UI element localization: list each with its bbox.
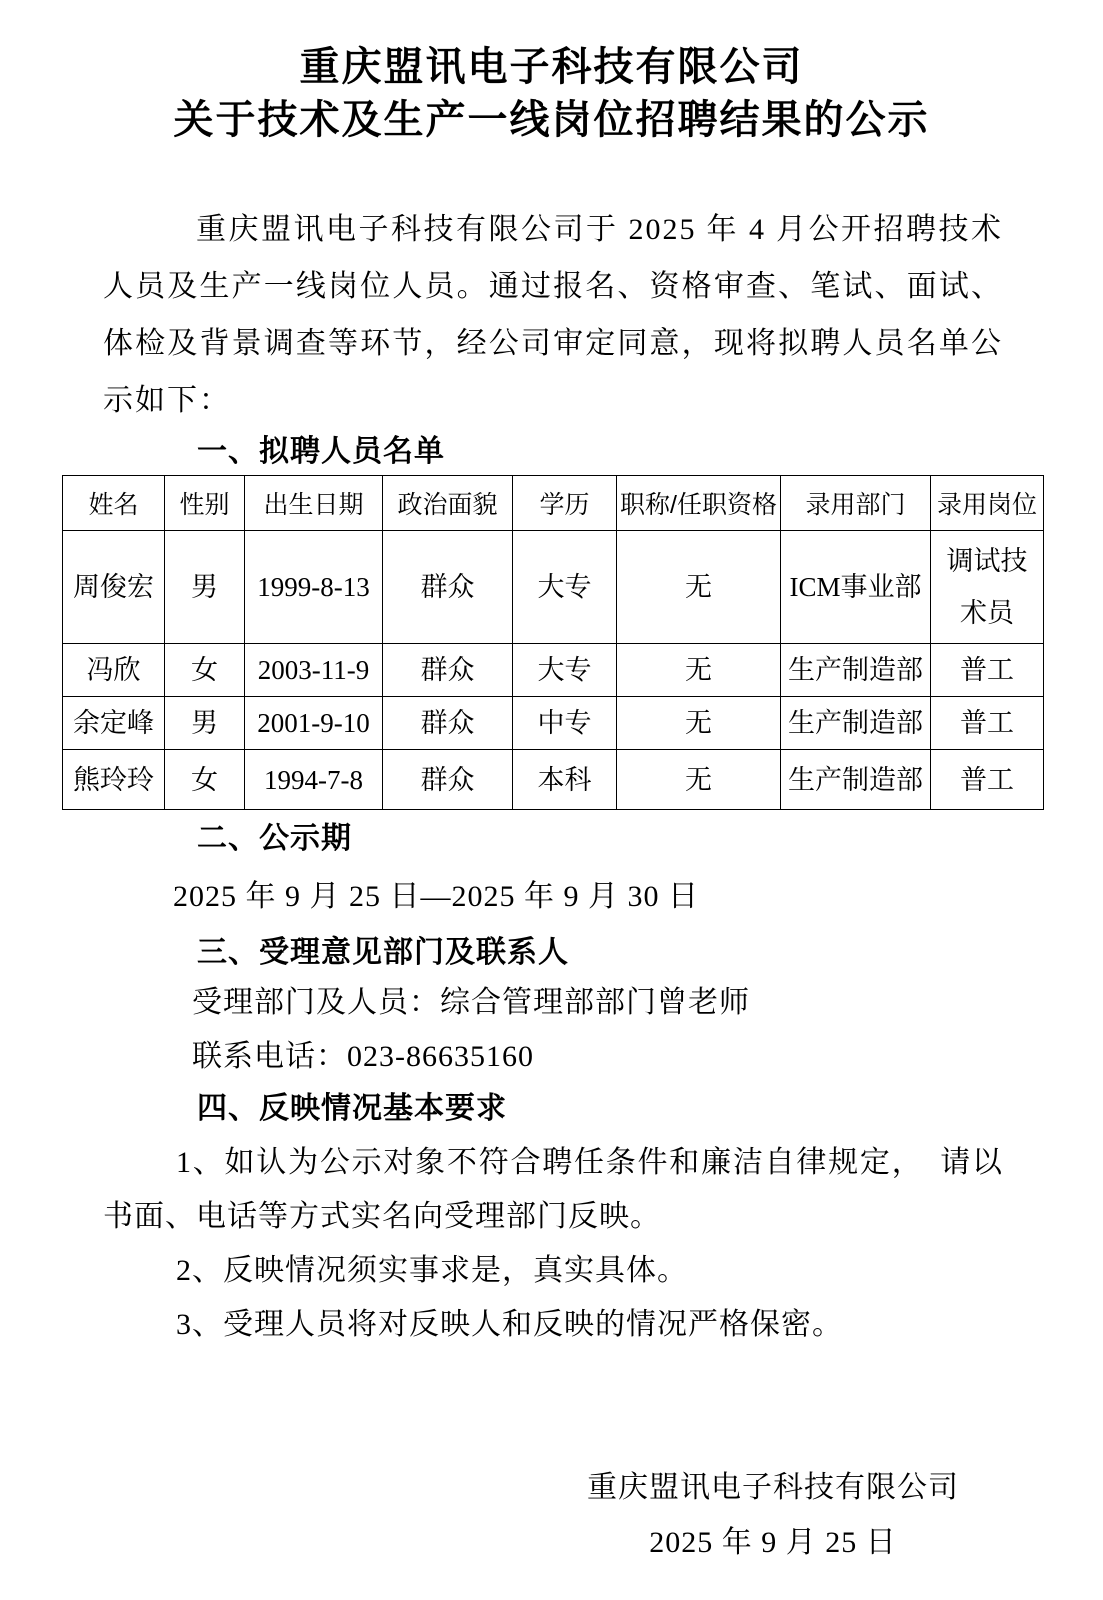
table-cell: 普工	[931, 750, 1044, 810]
table-cell: ICM事业部	[781, 531, 931, 644]
table-header-cell: 学历	[513, 476, 617, 531]
table-cell: 生产制造部	[781, 644, 931, 697]
table-cell: 2003-11-9	[245, 644, 383, 697]
recruit-result-table	[62, 475, 1044, 810]
publicity-period: 2025 年 9 月 25 日—2025 年 9 月 30 日	[173, 880, 699, 913]
table-cell: 2001-9-10	[245, 697, 383, 750]
table-cell: 余定峰	[63, 697, 165, 750]
requirement-item-3: 3、受理人员将对反映人和反映的情况严格保密。	[176, 1308, 843, 1341]
table-header-cell: 出生日期	[245, 476, 383, 531]
table-cell: 普工	[931, 697, 1044, 750]
table-header-cell: 姓名	[63, 476, 165, 531]
table-cell: 调试技术员	[931, 531, 1044, 644]
requirement-item-1: 1、如认为公示对象不符合聘任条件和廉洁自律规定， 请以书面、电话等方式实名向受理部门反映。	[103, 1146, 1003, 1233]
table-cell: 中专	[513, 697, 617, 750]
table-row	[63, 750, 1044, 810]
table-cell: 女	[165, 750, 245, 810]
table-cell: 女	[165, 644, 245, 697]
table-cell: 无	[617, 697, 781, 750]
table-header-cell: 录用部门	[781, 476, 931, 531]
table-cell: 群众	[383, 644, 513, 697]
section-2-heading: 二、公示期	[197, 822, 352, 855]
table-cell: 群众	[383, 750, 513, 810]
table-row	[63, 531, 1044, 644]
table-cell: 群众	[383, 531, 513, 644]
table-cell: 无	[617, 644, 781, 697]
table-header-cell: 职称/任职资格	[617, 476, 781, 531]
doc-title-line-2: 关于技术及生产一线岗位招聘结果的公示	[173, 97, 930, 142]
section-1-heading: 一、拟聘人员名单	[197, 435, 445, 468]
table-header-row	[63, 476, 1044, 531]
table-cell: 1994-7-8	[245, 750, 383, 810]
table-cell: 本科	[513, 750, 617, 810]
footer-date: 2025 年 9 月 25 日	[649, 1526, 897, 1559]
table-cell: 生产制造部	[781, 697, 931, 750]
table-cell: 冯欣	[63, 644, 165, 697]
table-row	[63, 644, 1044, 697]
table-cell: 大专	[513, 531, 617, 644]
table-cell: 生产制造部	[781, 750, 931, 810]
table-header-cell: 性别	[165, 476, 245, 531]
table-cell: 熊玲玲	[63, 750, 165, 810]
table-header-cell: 录用岗位	[931, 476, 1044, 531]
table-row	[63, 697, 1044, 750]
section-3-heading: 三、受理意见部门及联系人	[197, 936, 569, 969]
table-cell: 男	[165, 531, 245, 644]
requirement-items	[103, 1136, 1003, 1352]
contact-department-line: 受理部门及人员：综合管理部部门曾老师	[192, 986, 750, 1019]
document-title	[0, 0, 1103, 146]
table-cell: 群众	[383, 697, 513, 750]
table-cell: 普工	[931, 644, 1044, 697]
table-cell: 无	[617, 531, 781, 644]
table-cell: 周俊宏	[63, 531, 165, 644]
doc-title-line-1: 重庆盟讯电子科技有限公司	[299, 44, 804, 89]
intro-paragraph: 重庆盟讯电子科技有限公司于 2025 年 4 月公开招聘技术人员及生产一线岗位人员。通过报名、资格审查、笔试、面试、体检及背景调查等环节，经公司审定同意，现将拟聘人员名单公示如下：	[103, 213, 1003, 417]
table-cell: 大专	[513, 644, 617, 697]
requirement-item-2: 2、反映情况须实事求是，真实具体。	[176, 1254, 688, 1287]
table-cell: 男	[165, 697, 245, 750]
table-header-cell: 政治面貌	[383, 476, 513, 531]
table-cell: 1999-8-13	[245, 531, 383, 644]
table-cell: 无	[617, 750, 781, 810]
section-4-heading: 四、反映情况基本要求	[197, 1092, 507, 1125]
footer-company-name: 重庆盟讯电子科技有限公司	[587, 1471, 959, 1504]
contact-phone-line: 联系电话：023-86635160	[192, 1040, 534, 1073]
signature-block	[523, 1460, 1023, 1570]
